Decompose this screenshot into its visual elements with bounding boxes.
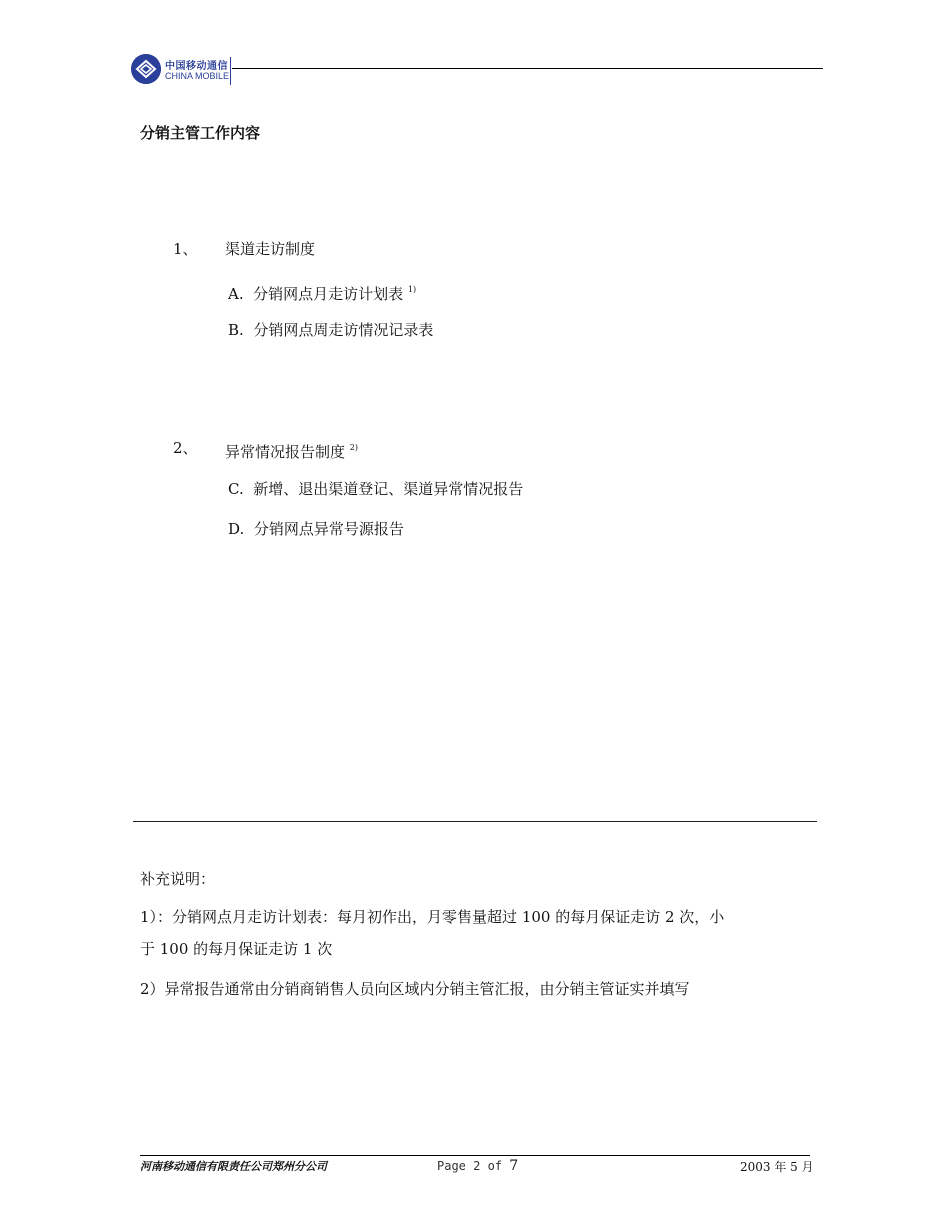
page-title: 分销主管工作内容 (140, 124, 261, 142)
list-item-d-letter: D. (228, 520, 245, 538)
header-rule (232, 68, 823, 69)
logo-chinese-name: 中国移动通信 (165, 61, 228, 72)
section-1-heading-text: 渠道走访制度 (225, 240, 316, 258)
note-1-line-2: 于 100 的每月保证走访 1 次 (140, 940, 333, 958)
list-item-c-text: 新增、退出渠道登记、渠道异常情况报告 (253, 480, 524, 498)
list-item-d (228, 519, 404, 539)
china-mobile-logo-icon (131, 54, 161, 84)
note-1-line-1: 1）：分销网点月走访计划表：每月初作出，月零售量超过 100 的每月保证走访 2 次，小 (140, 908, 725, 926)
section-2-heading-text: 异常情况报告制度 (225, 443, 346, 461)
list-item-d-text: 分销网点异常号源报告 (253, 520, 404, 538)
note-2: 2）异常报告通常由分销商销售人员向区域内分销主管汇报，由分销主管证实并填写 (140, 980, 690, 998)
footer-date: 2003 年 5 月 (740, 1160, 814, 1174)
logo-english-name: CHINA MOBILE (165, 71, 230, 81)
footer-company: 河南移动通信有限责任公司郑州分公司 (140, 1160, 327, 1173)
list-item-c-letter: C. (228, 480, 244, 498)
footer-page-total: 7 (509, 1158, 519, 1174)
footer-rule (140, 1155, 810, 1156)
list-item-a-text: 分销网点月走访计划表 (253, 285, 404, 303)
notes-heading: 补充说明： (140, 870, 216, 888)
list-item-b (228, 320, 433, 340)
footer-page-prefix: Page 2 of (437, 1159, 510, 1173)
list-item-a (228, 280, 416, 304)
section-1-number: 1、 (173, 240, 198, 258)
list-item-b-letter: B. (228, 321, 244, 339)
list-item-c (228, 479, 523, 499)
footer-page-number (437, 1158, 518, 1174)
list-item-b-text: 分销网点周走访情况记录表 (253, 321, 434, 339)
section-2-heading (225, 438, 358, 462)
footnote-ref-2: 2) (349, 443, 359, 452)
section-1-heading (225, 239, 315, 259)
section-2-number: 2、 (173, 439, 198, 457)
footnote-ref-1: 1) (407, 285, 417, 294)
notes-divider (133, 821, 817, 822)
logo-separator (230, 57, 231, 85)
list-item-a-letter: A. (228, 285, 244, 303)
